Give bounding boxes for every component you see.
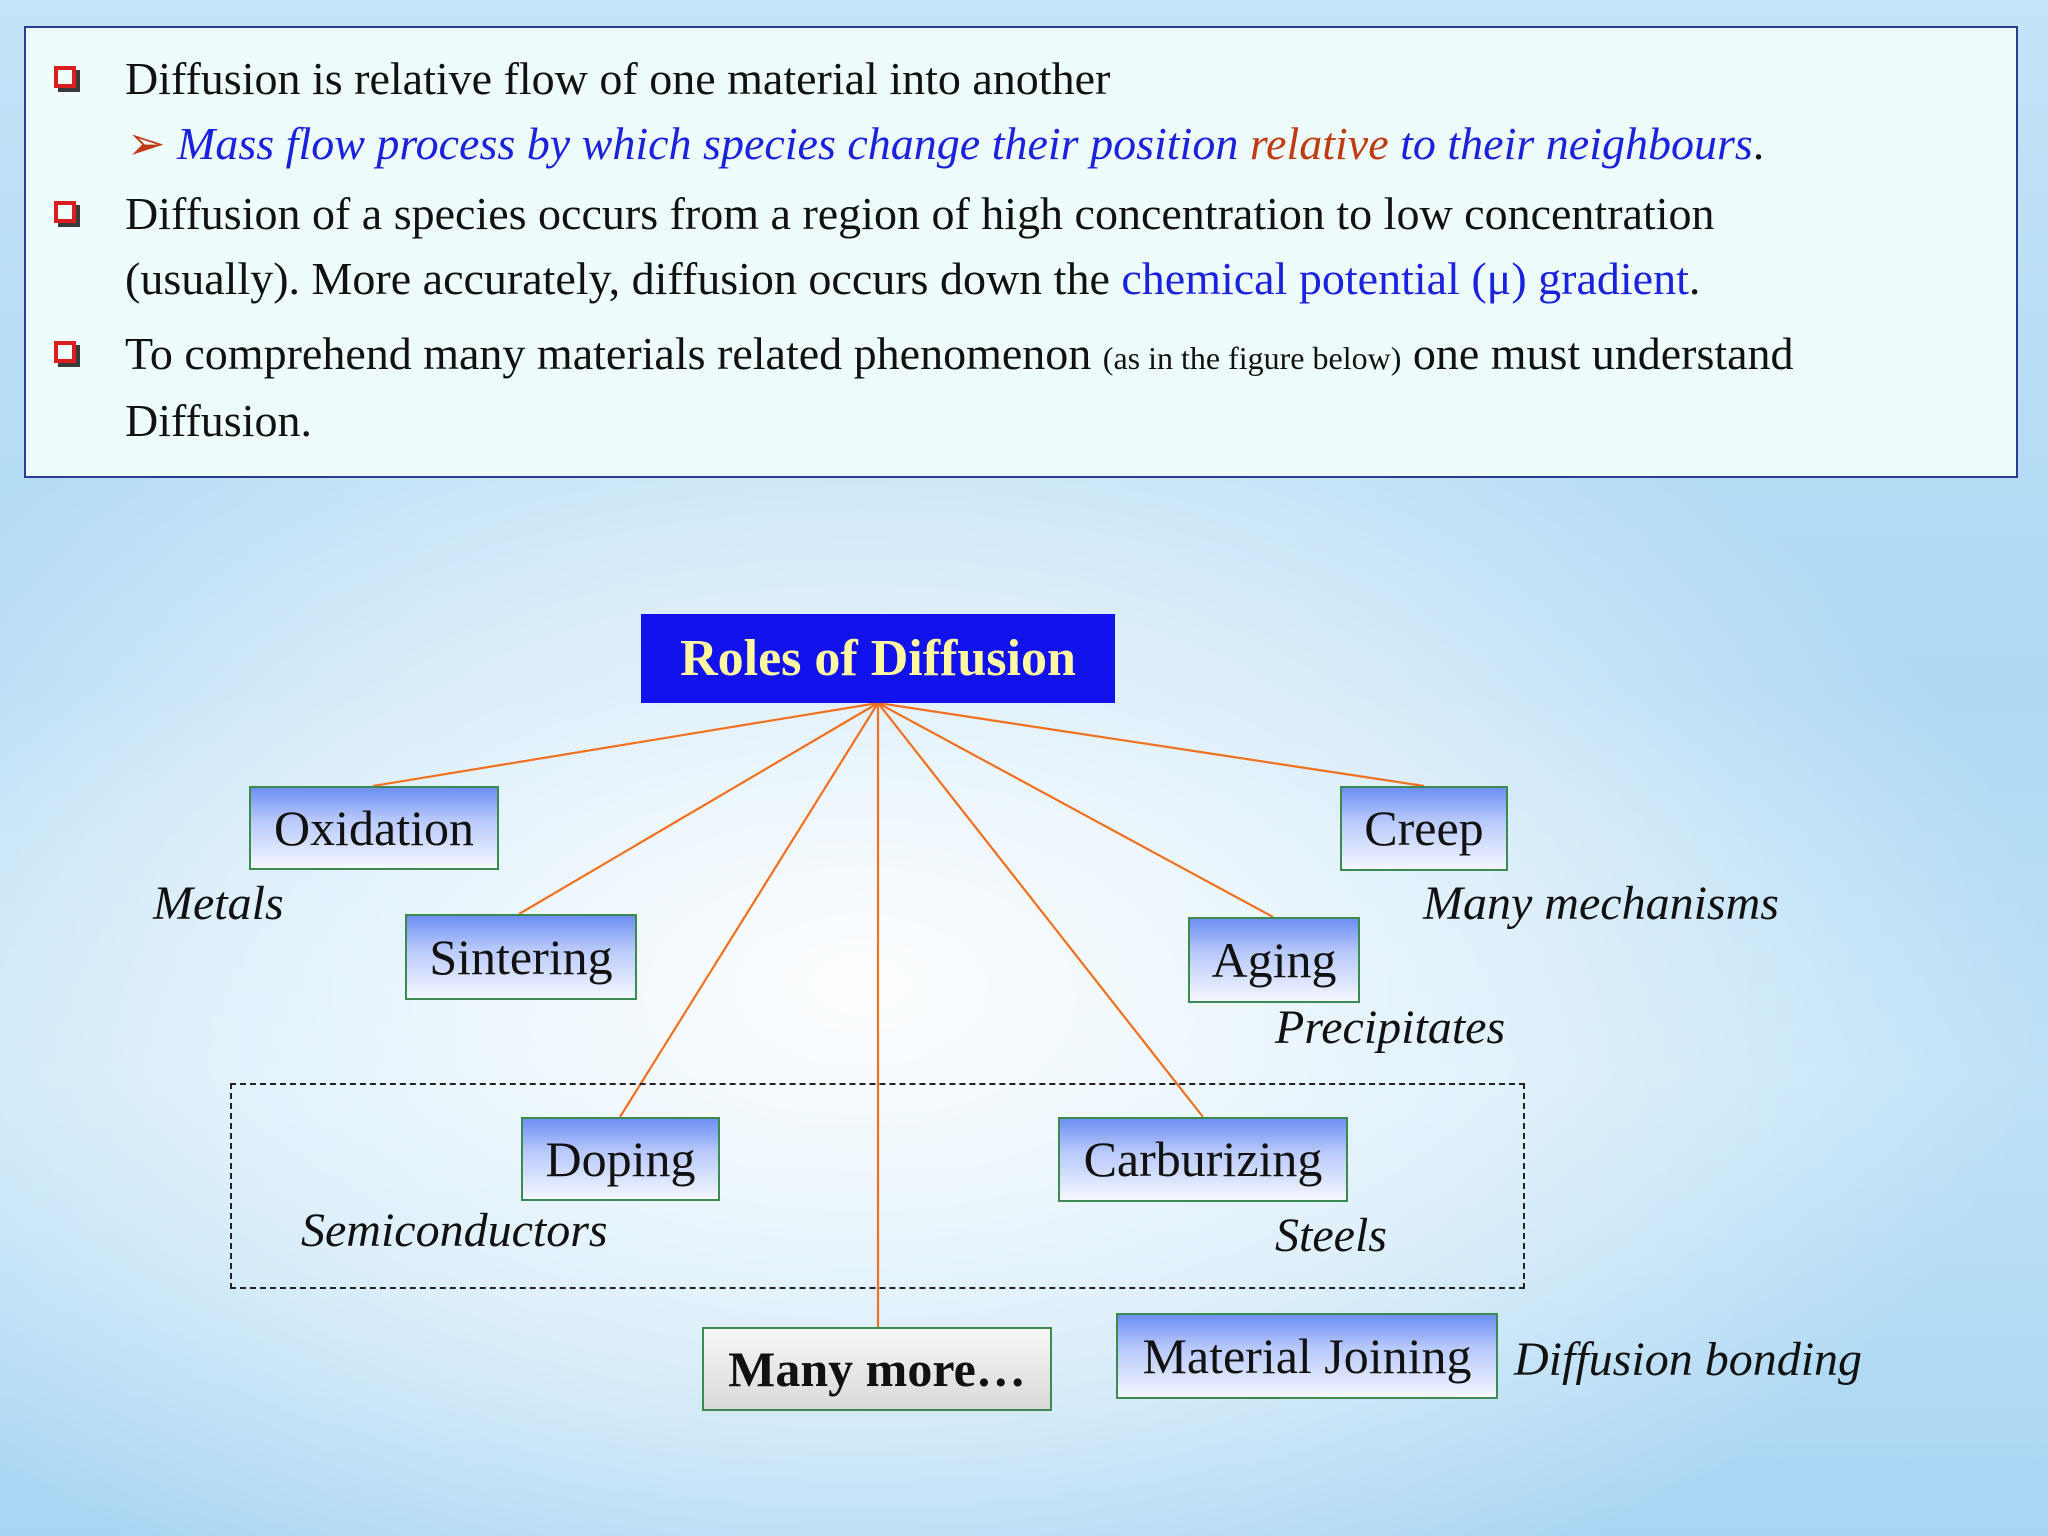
bullet-3-part2: one must understand — [1401, 328, 1794, 379]
bullet-3-small: (as in the figure below) — [1102, 340, 1402, 376]
node-aging: Aging — [1188, 917, 1360, 1003]
sub-bullet-1-part2: to their neighbours — [1388, 118, 1753, 169]
connector-aging — [878, 703, 1273, 917]
node-sintering: Sintering — [405, 914, 637, 1000]
sub-bullet-1-part1: Mass flow process by which species change their position — [177, 118, 1250, 169]
node-creep: Creep — [1340, 786, 1508, 871]
note-steels: Steels — [1275, 1209, 1387, 1262]
sub-bullet-1-end: . — [1752, 118, 1765, 169]
node-doping: Doping — [521, 1117, 720, 1201]
node-oxidation: Oxidation — [249, 786, 499, 870]
sub-bullet-1-relative: relative — [1249, 118, 1389, 169]
note-precipitates: Precipitates — [1275, 1001, 1506, 1054]
bullet-3-line-2: Diffusion. — [125, 395, 312, 446]
arrow-bullet-icon: ➢ — [127, 118, 178, 169]
connector-carburizing — [878, 703, 1203, 1117]
bullet-2-line-1: Diffusion of a species occurs from a region of high concentration to low concentration — [125, 188, 1715, 239]
note-metals: Metals — [153, 877, 284, 930]
bullet-2-line-2-end: . — [1688, 253, 1701, 304]
node-carburizing: Carburizing — [1058, 1117, 1348, 1202]
bullet-2-line-2-part1: (usually). More accurately, diffusion occurs down the — [125, 253, 1122, 304]
roles-of-diffusion-root: Roles of Diffusion — [641, 614, 1115, 703]
connector-sintering — [519, 703, 878, 914]
connector-doping — [620, 703, 878, 1117]
note-semiconductors: Semiconductors — [301, 1204, 608, 1257]
bullet-1-text: Diffusion is relative flow of one material into another — [125, 53, 1111, 104]
node-material-joining: Material Joining — [1116, 1313, 1498, 1399]
bullet-3-part1: To comprehend many materials related phenomenon — [125, 328, 1103, 379]
connector-creep — [878, 703, 1424, 786]
chemical-potential-highlight: chemical potential (μ) gradient — [1121, 253, 1689, 304]
node-many-more: Many more… — [702, 1327, 1052, 1411]
note-diffusion-bonding: Diffusion bonding — [1514, 1333, 1863, 1386]
connector-oxidation — [373, 703, 878, 786]
note-many-mechanisms: Many mechanisms — [1423, 877, 1779, 930]
